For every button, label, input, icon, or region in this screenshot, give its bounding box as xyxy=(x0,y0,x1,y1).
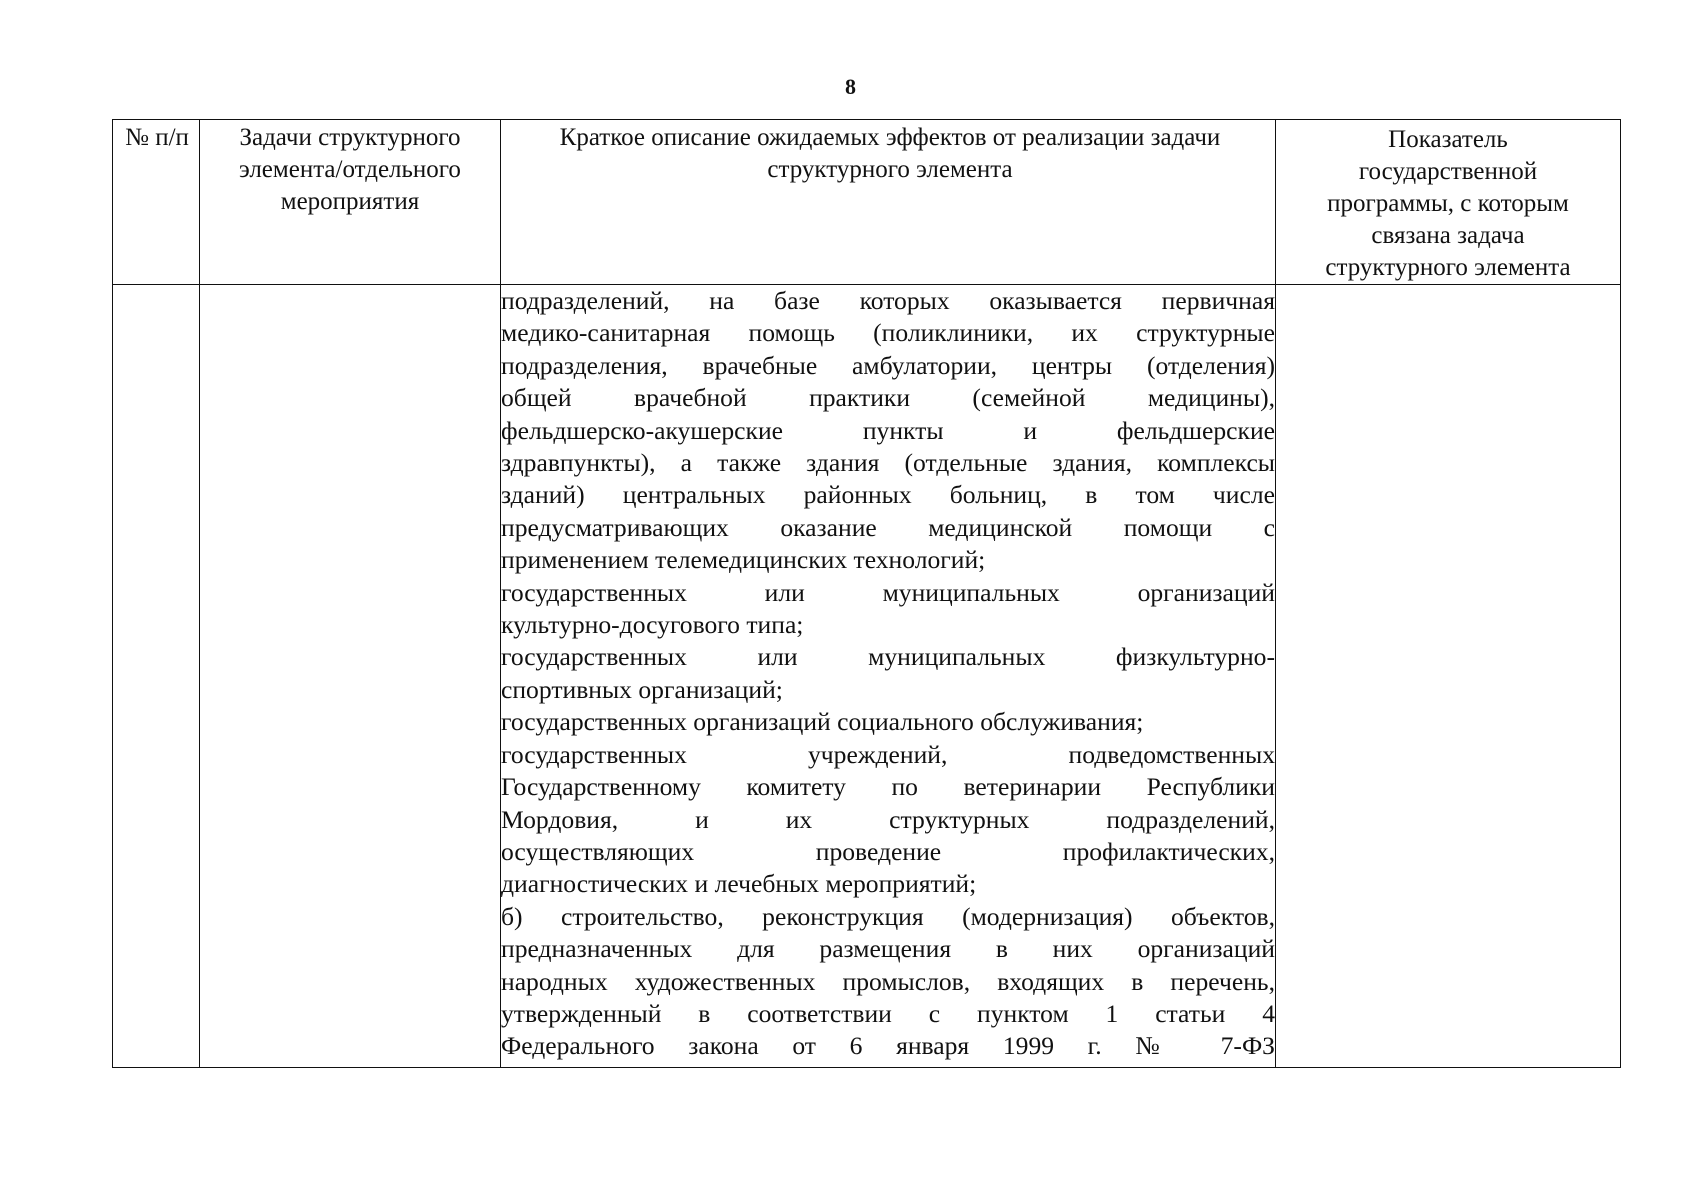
header-indicator-line: программы, с которым xyxy=(1327,190,1569,217)
page-number: 8 xyxy=(845,74,856,99)
description-line: государственных учреждений, подведомственных xyxy=(501,739,1275,769)
description-line: утвержденный в соответствии с пунктом 1 статьи 4 xyxy=(501,998,1275,1028)
description-line: применением телемедицинских технологий; xyxy=(501,545,986,575)
header-indicator xyxy=(1276,120,1621,285)
header-task-line: мероприятия xyxy=(280,188,420,215)
description-line: предназначенных для размещения в них организаций xyxy=(501,934,1275,964)
header-indicator-line: структурного элемента xyxy=(1325,254,1571,281)
header-indicator-line: государственной xyxy=(1358,158,1538,185)
header-number: № п/п xyxy=(113,120,200,285)
description-line: Государственному комитету по ветеринарии Республики xyxy=(501,772,1275,802)
program-table xyxy=(112,119,1621,1068)
description-line: подразделений, на базе которых оказывается первичная xyxy=(501,286,1275,315)
description-line: спортивных организаций; xyxy=(501,674,783,704)
header-task-line: элемента/отдельного xyxy=(239,156,461,183)
cell-number xyxy=(113,285,200,1068)
description-line: фельдшерско-акушерские пункты и фельдшерские xyxy=(501,415,1275,445)
description-line: диагностических и лечебных мероприятий; xyxy=(501,869,977,899)
description-line: культурно-досугового типа; xyxy=(501,610,804,640)
description-line: осуществляющих проведение профилактических, xyxy=(501,836,1275,866)
header-indicator-line: Показатель xyxy=(1388,126,1508,153)
table-row xyxy=(113,285,1621,1068)
description-line: Федерального закона от 6 января 1999 г. № 7-ФЗ xyxy=(501,1031,1275,1061)
header-description-line: Краткое описание ожидаемых эффектов от реализации задачи xyxy=(559,124,1221,151)
table-header-row xyxy=(113,120,1621,285)
header-description xyxy=(501,120,1276,285)
description-line: подразделения, врачебные амбулатории, центры (отделения) xyxy=(501,350,1275,380)
description-line: государственных или муниципальных организаций xyxy=(501,577,1275,607)
header-task xyxy=(200,120,501,285)
description-line: медико-санитарная помощь (поликлиники, их структурные xyxy=(501,318,1275,348)
description-line: зданий) центральных районных больниц, в том числе xyxy=(501,480,1275,510)
description-line: здравпункты), а также здания (отдельные здания, комплексы xyxy=(501,448,1275,478)
description-line: Мордовия, и их структурных подразделений, xyxy=(501,804,1275,834)
cell-indicator xyxy=(1276,285,1621,1068)
cell-description xyxy=(501,285,1276,1068)
description-line: государственных или муниципальных физкультурно- xyxy=(501,642,1275,672)
header-task-line: Задачи структурного xyxy=(239,124,461,151)
description-line: государственных организаций социального обслуживания; xyxy=(501,707,1144,737)
description-line: б) строительство, реконструкция (модернизация) объектов, xyxy=(501,901,1275,931)
header-indicator-line: связана задача xyxy=(1371,222,1525,249)
description-line: общей врачебной практики (семейной медицины), xyxy=(501,383,1275,413)
cell-task xyxy=(200,285,501,1068)
description-line: предусматривающих оказание медицинской помощи с xyxy=(501,512,1275,542)
header-description-line: структурного элемента xyxy=(767,156,1013,183)
description-line: народных художественных промыслов, входящих в перечень, xyxy=(501,966,1275,996)
